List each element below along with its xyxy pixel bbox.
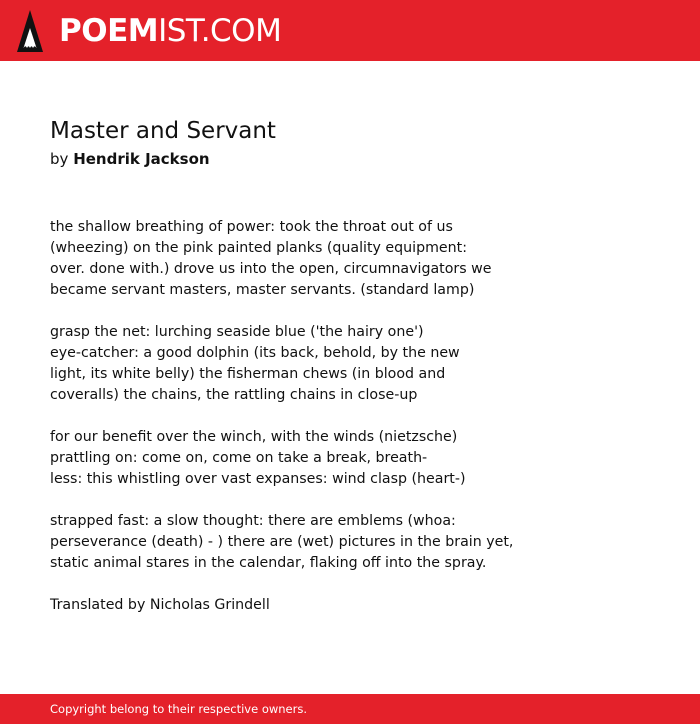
stanza — [50, 322, 650, 406]
site-logo-text — [59, 9, 281, 53]
poem-line: the shallow breathing of power: took the throat out of us — [50, 219, 453, 235]
pencil-tip-icon — [16, 9, 44, 53]
poem-line: eye-catcher: a good dolphin (its back, behold, by the new — [50, 345, 460, 361]
poem-line: strapped fast: a slow thought: there are emblems (whoa: — [50, 513, 456, 529]
poem-line: became servant masters, master servants. (standard lamp) — [50, 282, 475, 298]
poem-line: static animal stares in the calendar, flaking off into the spray. — [50, 555, 487, 571]
poem-line: coveralls) the chains, the rattling chains in close-up — [50, 387, 418, 403]
byline-prefix: by — [50, 150, 69, 168]
poem-line: less: this whistling over vast expanses: wind clasp (heart-) — [50, 471, 466, 487]
poem-body — [50, 217, 650, 616]
translator-note: Translated by Nicholas Grindell — [50, 597, 270, 613]
logo-text-bold: POEM — [59, 13, 159, 49]
poem-content — [50, 114, 650, 616]
stanza — [50, 217, 650, 301]
poem-line: grasp the net: lurching seaside blue ('the hairy one') — [50, 324, 424, 340]
stanza — [50, 427, 650, 490]
site-logo-link[interactable] — [16, 9, 281, 53]
copyright-text: Copyright belong to their respective owners. — [50, 702, 308, 716]
poem-line: prattling on: come on, come on take a break, breath- — [50, 450, 428, 466]
site-footer — [0, 694, 700, 724]
poem-line: perseverance (death) - ) there are (wet) pictures in the brain yet, — [50, 534, 514, 550]
poem-line: (wheezing) on the pink painted planks (quality equipment: — [50, 240, 467, 256]
stanza — [50, 511, 650, 574]
poem-line: over. done with.) drove us into the open, circumnavigators we — [50, 261, 492, 277]
poem-author: Hendrik Jackson — [73, 150, 210, 168]
site-header — [0, 0, 700, 61]
poem-line: for our benefit over the winch, with the winds (nietzsche) — [50, 429, 458, 445]
logo-text-light: IST.COM — [158, 13, 282, 49]
poem-line: light, its white belly) the fisherman chews (in blood and — [50, 366, 446, 382]
poem-byline — [50, 148, 650, 170]
poem-title: Master and Servant — [50, 118, 276, 144]
